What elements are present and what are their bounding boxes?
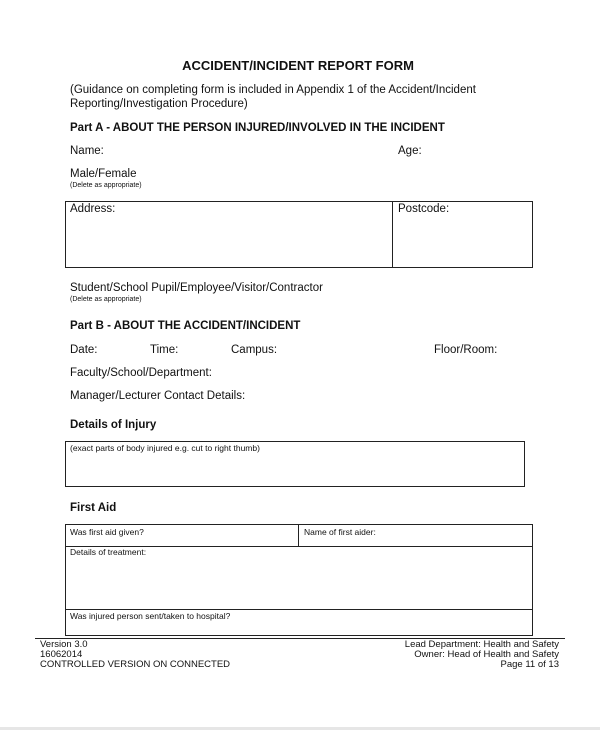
faculty-label: Faculty/School/Department: (70, 367, 212, 379)
form-title: ACCIDENT/INCIDENT REPORT FORM (182, 58, 414, 73)
date-label: Date: (70, 344, 98, 356)
floor-room-label: Floor/Room: (434, 344, 498, 356)
part-b-heading: Part B - ABOUT THE ACCIDENT/INCIDENT (70, 320, 301, 332)
footer-controlled: CONTROLLED VERSION ON CONNECTED (40, 659, 231, 670)
address-box[interactable] (65, 201, 533, 268)
name-label: Name: (70, 145, 104, 157)
treatment-label: Details of treatment: (70, 547, 147, 557)
divider (298, 524, 299, 547)
hospital-label: Was injured person sent/taken to hospital? (70, 611, 231, 621)
first-aider-label: Name of first aider: (304, 527, 376, 537)
person-status-label: Student/School Pupil/Employee/Visitor/Contractor (70, 282, 323, 294)
delete-note: (Delete as appropriate) (70, 296, 142, 303)
part-a-heading: Part A - ABOUT THE PERSON INJURED/INVOLVED IN THE INCIDENT (70, 122, 445, 134)
guidance-line-1: (Guidance on completing form is included in Appendix 1 of the Accident/Incident (70, 84, 476, 96)
footer-owner: Owner: Head of Health and Safety (414, 649, 559, 660)
first-aid-given-label: Was first aid given? (70, 527, 144, 537)
manager-label: Manager/Lecturer Contact Details: (70, 390, 246, 402)
address-label: Address: (70, 203, 116, 215)
campus-label: Campus: (231, 344, 278, 356)
delete-note: (Delete as appropriate) (70, 182, 142, 189)
injury-heading: Details of Injury (70, 419, 157, 431)
guidance-line-2: Reporting/Investigation Procedure) (70, 98, 248, 110)
divider (392, 201, 393, 268)
footer-page: Page 11 of 13 (500, 659, 559, 670)
footer-date: 16062014 (40, 649, 83, 660)
age-label: Age: (398, 145, 422, 157)
first-aid-heading: First Aid (70, 502, 117, 514)
divider (65, 609, 533, 610)
time-label: Time: (150, 344, 179, 356)
injury-hint: (exact parts of body injured e.g. cut to right thumb) (70, 443, 260, 453)
postcode-label: Postcode: (398, 203, 450, 215)
footer-version: Version 3.0 (40, 639, 88, 650)
footer-department: Lead Department: Health and Safety (404, 639, 559, 650)
gender-label: Male/Female (70, 168, 137, 180)
